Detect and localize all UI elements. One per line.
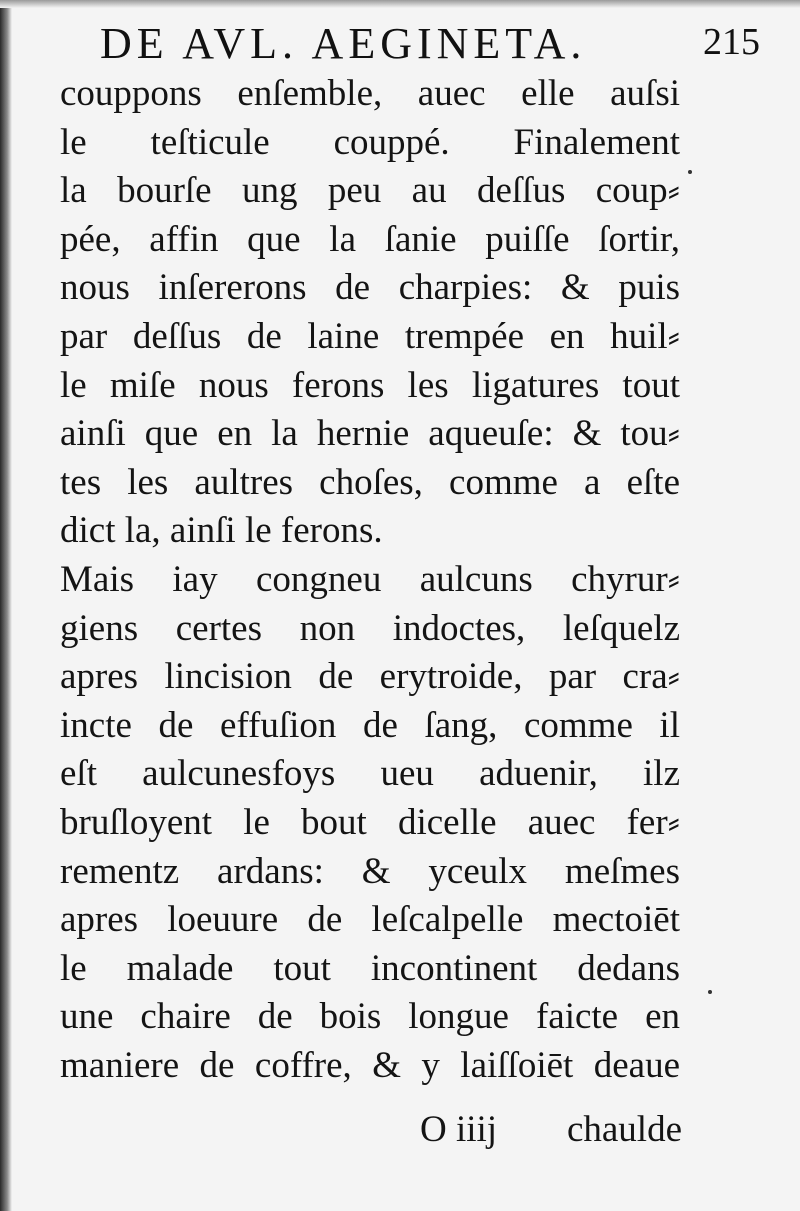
text-line: par deſſus de laine trempée en huil⸗ [60, 315, 680, 357]
text-line: bruſloyent le bout dicelle auec fer⸗ [60, 801, 680, 843]
text-line: incte de effuſion de ſang, comme il [60, 704, 680, 746]
text-line: pée, affin que la ſanie puiſſe ſortir, [60, 218, 680, 260]
ink-speck [708, 990, 712, 994]
text-line: le teſticule couppé. Finalement [60, 121, 680, 163]
text-line: rementz ardans: & yceulx meſmes [60, 850, 680, 892]
page-footer [420, 1108, 682, 1156]
signature-mark: O iiij [420, 1109, 498, 1150]
ink-speck [688, 170, 692, 174]
page-gutter-shadow [0, 0, 12, 1211]
text-line: apres loeuure de leſcalpelle mectoiēt [60, 899, 680, 941]
text-line: nous inſererons de charpies: & puis [60, 267, 680, 309]
running-title: DE AVL. AEGINETA. [100, 19, 587, 68]
text-line: une chaire de bois longue faicte en [60, 996, 680, 1038]
text-line: maniere de coffre, & y laiſſoiēt deaue [60, 1044, 680, 1086]
page-top-shadow [0, 0, 800, 8]
text-line: dict la, ainſi le ferons. [60, 510, 383, 552]
text-line: couppons enſemble, auec elle auſsi [60, 73, 680, 114]
page-number: 215 [703, 21, 760, 63]
text-line: eſt aulcunesfoys ueu aduenir, ilz [60, 753, 680, 795]
catchword: chaulde [566, 1109, 682, 1150]
text-line: apres lincision de erytroide, par cra⸗ [60, 656, 680, 698]
text-line: le miſe nous ferons les ligatures tout [60, 364, 680, 406]
text-line: le malade tout incontinent dedans [60, 947, 680, 989]
page-header [100, 18, 760, 78]
text-line: la bourſe ung peu au deſſus coup⸗ [60, 170, 680, 212]
text-line: Mais iay congneu aulcuns chyrur⸗ [60, 558, 680, 600]
text-line: ainſi que en la hernie aqueuſe: & tou⸗ [60, 413, 680, 455]
body-text [60, 70, 680, 1090]
text-line: tes les aultres choſes, comme a eſte [60, 461, 680, 503]
text-line: giens certes non indoctes, leſquelz [60, 607, 680, 649]
